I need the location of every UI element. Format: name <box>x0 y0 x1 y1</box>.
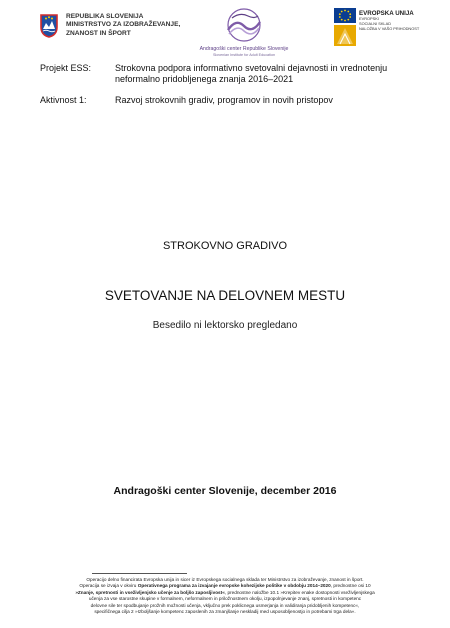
ministry-line-3: ZNANOST IN ŠPORT <box>66 29 131 37</box>
project-label: Projekt ESS: <box>40 63 92 73</box>
publisher-date: Andragoški center Slovenije, december 2016 <box>113 485 337 497</box>
slovenia-coat-of-arms-icon <box>40 14 58 38</box>
acs-emblem-icon <box>196 6 292 46</box>
funding-footer <box>46 577 404 615</box>
ministry-name <box>66 13 180 38</box>
ministry-line-1: REPUBLIKA SLOVENIJA <box>66 13 144 20</box>
document-type: STROKOVNO GRADIVO <box>162 240 288 252</box>
eu-text <box>359 10 419 32</box>
acs-name: Andragoški center Republike Slovenije <box>199 46 289 52</box>
document-title: SVETOVANJE NA DELOVNEM MESTU <box>104 288 346 303</box>
project-text: Strokovna podpora informativno svetovalni dejavnosti in vrednotenju neformalno pridobljenega znanja 2016–2021 <box>115 63 388 85</box>
activity-text: Razvoj strokovnih gradiv, programov in novih pristopov <box>115 95 333 105</box>
ministry-line-2: MINISTRSTVO ZA IZOBRAŽEVANJE, <box>66 21 181 29</box>
eu-line-1: EVROPSKI <box>359 16 379 22</box>
footer-line-5: delovne sile ter spodbujanje prožnih možnosti učenja, vključno prek poklicnega usmerjanja in validiranja pridobljenih kompetenc«, <box>90 602 360 608</box>
activity-label: Aktivnost 1: <box>40 95 87 105</box>
eu-line-3: NALOŽBA V VAŠO PRIHODNOST <box>359 25 420 31</box>
footer-line-4: učenja za vse starostne skupine v formalnem, neformalnem in priložnostnem okolju, izpopolnjevanje znanj, spretnosti in kompetenc <box>88 596 362 602</box>
footer-line-3: »Znanje, spretnosti in vseživljenjsko učenje za boljšo zaposljivost«, prednostne naložbe 10.1 »Krepitev enake dostopnosti vseživljenjskega <box>75 589 375 595</box>
footer-divider <box>92 573 187 574</box>
footer-line-6: specifičnega cilja 2 »Izboljšanje kompetenc zaposlenih za zmanjšanje neskladij med usposobljenostjo in potrebami trga dela«. <box>94 609 356 615</box>
eu-line-2: SOCIALNI SKLAD <box>359 21 392 27</box>
acs-subname: Slovenian Institute for Adult Education <box>212 53 276 57</box>
footer-line-2: Operacija se izvaja v okviru Operativnega programa za izvajanje evropske kohezijske politike v obdobju 2014–2020, prednostne osi 10 <box>79 583 371 589</box>
footer-line-1: Operacijo delno financirata Evropska unija in sicer iz Evropskega socialnega sklada ter Ministrstvo za izobraževanje, znanost in šport. <box>86 577 364 582</box>
eu-logo <box>334 8 446 48</box>
ministry-logo <box>40 12 190 48</box>
proofreading-note: Besedilo ni lektorsko pregledano <box>152 320 298 331</box>
eu-title: EVROPSKA UNIJA <box>359 10 414 17</box>
acs-logo <box>196 6 292 62</box>
eu-flag-icon <box>334 8 356 46</box>
